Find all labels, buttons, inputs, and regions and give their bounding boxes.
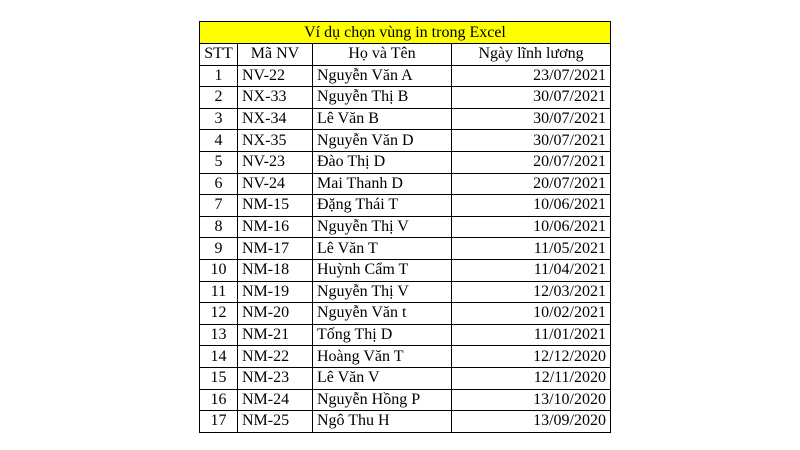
cell-stt[interactable]: 12 [200, 303, 238, 325]
table-row [200, 411, 611, 433]
cell-stt[interactable]: 2 [200, 87, 238, 109]
cell-ngay-linh-luong[interactable]: 10/02/2021 [452, 303, 611, 325]
cell-ngay-linh-luong[interactable]: 13/09/2020 [452, 411, 611, 433]
employee-table [199, 21, 611, 433]
cell-ho-va-ten[interactable]: Nguyễn Thị V [313, 216, 452, 238]
cell-stt[interactable]: 5 [200, 151, 238, 173]
cell-ho-va-ten[interactable]: Đặng Thái T [313, 195, 452, 217]
cell-ma-nv[interactable]: NM-16 [238, 216, 313, 238]
cell-ho-va-ten[interactable]: Lê Văn B [313, 108, 452, 130]
table-row [200, 151, 611, 173]
table-row [200, 87, 611, 109]
cell-ngay-linh-luong[interactable]: 30/07/2021 [452, 130, 611, 152]
title-row [200, 22, 611, 44]
cell-ho-va-ten[interactable]: Nguyễn Hồng P [313, 389, 452, 411]
table-body [200, 65, 611, 432]
cell-ma-nv[interactable]: NM-21 [238, 324, 313, 346]
table-row [200, 281, 611, 303]
table-row [200, 173, 611, 195]
table-row [200, 130, 611, 152]
cell-ho-va-ten[interactable]: Hoàng Văn T [313, 346, 452, 368]
cell-ma-nv[interactable]: NM-24 [238, 389, 313, 411]
cell-ngay-linh-luong[interactable]: 30/07/2021 [452, 87, 611, 109]
cell-ma-nv[interactable]: NX-34 [238, 108, 313, 130]
cell-stt[interactable]: 11 [200, 281, 238, 303]
header-ho-va-ten[interactable]: Họ và Tên [313, 44, 452, 66]
table-row [200, 195, 611, 217]
table-row [200, 65, 611, 87]
table-row [200, 346, 611, 368]
table-row [200, 216, 611, 238]
cell-ngay-linh-luong[interactable]: 11/01/2021 [452, 324, 611, 346]
cell-stt[interactable]: 4 [200, 130, 238, 152]
cell-stt[interactable]: 6 [200, 173, 238, 195]
table-row [200, 259, 611, 281]
cell-ho-va-ten[interactable]: Ngô Thu H [313, 411, 452, 433]
cell-ngay-linh-luong[interactable]: 10/06/2021 [452, 216, 611, 238]
cell-ngay-linh-luong[interactable]: 12/11/2020 [452, 367, 611, 389]
cell-stt[interactable]: 9 [200, 238, 238, 260]
cell-ma-nv[interactable]: NM-22 [238, 346, 313, 368]
cell-ngay-linh-luong[interactable]: 12/03/2021 [452, 281, 611, 303]
cell-ho-va-ten[interactable]: Mai Thanh D [313, 173, 452, 195]
table-row [200, 324, 611, 346]
cell-ho-va-ten[interactable]: Tống Thị D [313, 324, 452, 346]
cell-stt[interactable]: 3 [200, 108, 238, 130]
cell-ngay-linh-luong[interactable]: 20/07/2021 [452, 173, 611, 195]
cell-ngay-linh-luong[interactable]: 13/10/2020 [452, 389, 611, 411]
cell-ngay-linh-luong[interactable]: 20/07/2021 [452, 151, 611, 173]
cell-ngay-linh-luong[interactable]: 11/05/2021 [452, 238, 611, 260]
header-row [200, 44, 611, 66]
cell-ngay-linh-luong[interactable]: 10/06/2021 [452, 195, 611, 217]
header-stt[interactable]: STT [200, 44, 238, 66]
cell-ho-va-ten[interactable]: Đào Thị D [313, 151, 452, 173]
cell-stt[interactable]: 10 [200, 259, 238, 281]
cell-ho-va-ten[interactable]: Nguyễn Văn D [313, 130, 452, 152]
cell-ho-va-ten[interactable]: Lê Văn V [313, 367, 452, 389]
table-row [200, 238, 611, 260]
spreadsheet-table-region [199, 21, 610, 433]
cell-ma-nv[interactable]: NM-23 [238, 367, 313, 389]
table-row [200, 303, 611, 325]
cell-stt[interactable]: 15 [200, 367, 238, 389]
cell-ma-nv[interactable]: NV-24 [238, 173, 313, 195]
cell-ma-nv[interactable]: NM-25 [238, 411, 313, 433]
table-title-cell[interactable]: Ví dụ chọn vùng in trong Excel [200, 22, 611, 44]
cell-ma-nv[interactable]: NM-18 [238, 259, 313, 281]
cell-ho-va-ten[interactable]: Lê Văn T [313, 238, 452, 260]
cell-stt[interactable]: 13 [200, 324, 238, 346]
table-row [200, 108, 611, 130]
cell-ma-nv[interactable]: NM-17 [238, 238, 313, 260]
cell-ngay-linh-luong[interactable]: 23/07/2021 [452, 65, 611, 87]
cell-ma-nv[interactable]: NV-23 [238, 151, 313, 173]
header-ma-nv[interactable]: Mã NV [238, 44, 313, 66]
cell-ma-nv[interactable]: NX-35 [238, 130, 313, 152]
cell-ngay-linh-luong[interactable]: 11/04/2021 [452, 259, 611, 281]
cell-stt[interactable]: 1 [200, 65, 238, 87]
cell-ho-va-ten[interactable]: Nguyễn Văn t [313, 303, 452, 325]
table-row [200, 367, 611, 389]
cell-ho-va-ten[interactable]: Nguyễn Thị B [313, 87, 452, 109]
cell-stt[interactable]: 17 [200, 411, 238, 433]
cell-ma-nv[interactable]: NX-33 [238, 87, 313, 109]
cell-ngay-linh-luong[interactable]: 12/12/2020 [452, 346, 611, 368]
table-row [200, 389, 611, 411]
cell-ngay-linh-luong[interactable]: 30/07/2021 [452, 108, 611, 130]
cell-ho-va-ten[interactable]: Huỳnh Cẩm T [313, 259, 452, 281]
cell-ho-va-ten[interactable]: Nguyễn Thị V [313, 281, 452, 303]
cell-ma-nv[interactable]: NV-22 [238, 65, 313, 87]
cell-stt[interactable]: 8 [200, 216, 238, 238]
cell-ho-va-ten[interactable]: Nguyễn Văn A [313, 65, 452, 87]
cell-stt[interactable]: 7 [200, 195, 238, 217]
cell-ma-nv[interactable]: NM-19 [238, 281, 313, 303]
cell-ma-nv[interactable]: NM-15 [238, 195, 313, 217]
header-ngay-linh-luong[interactable]: Ngày lĩnh lương [452, 44, 611, 66]
cell-stt[interactable]: 14 [200, 346, 238, 368]
cell-stt[interactable]: 16 [200, 389, 238, 411]
cell-ma-nv[interactable]: NM-20 [238, 303, 313, 325]
